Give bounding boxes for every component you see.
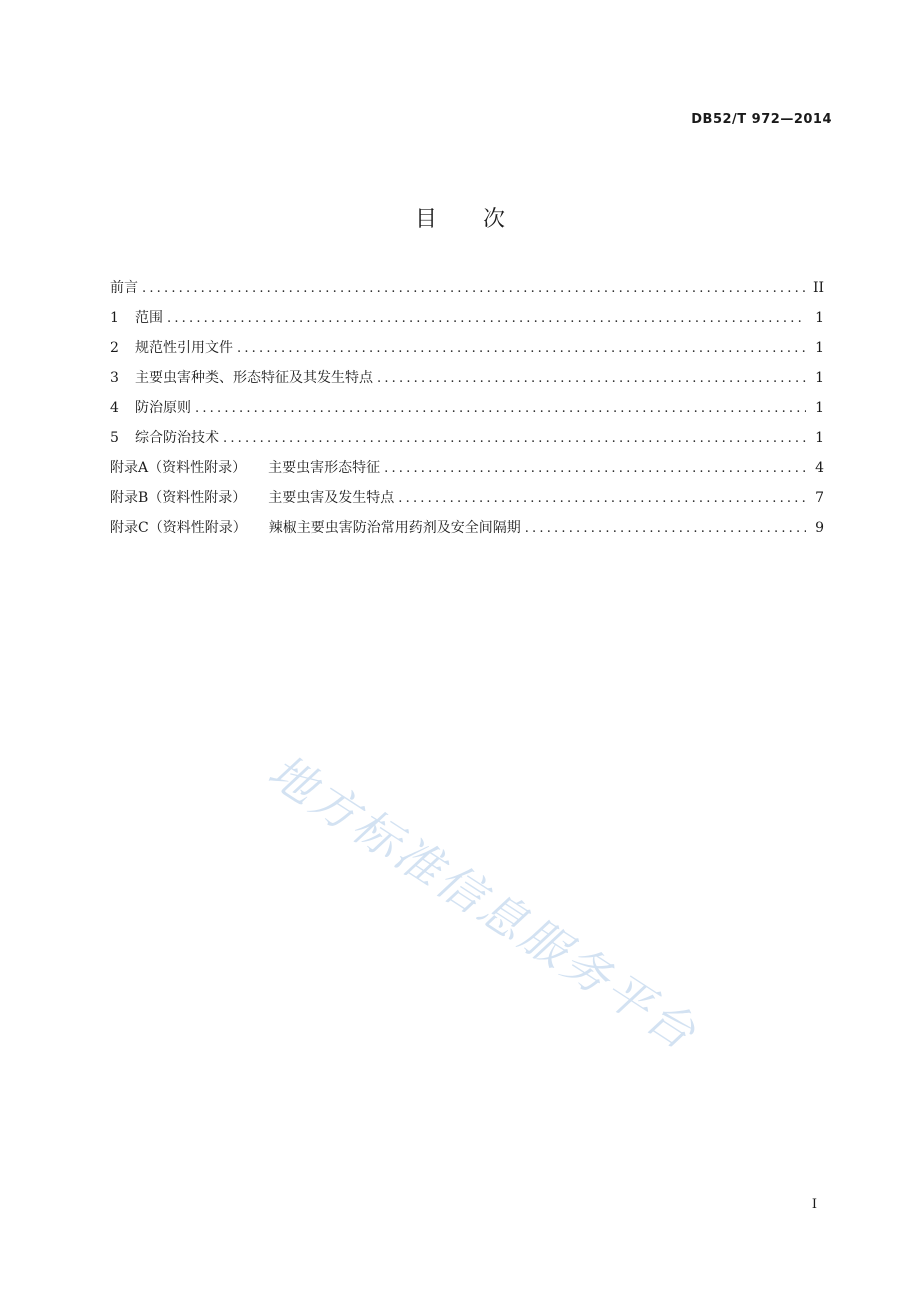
toc-entry-page: 7: [815, 490, 824, 506]
toc-entry-normative-references[interactable]: [110, 337, 824, 367]
toc-leader-dots: [377, 368, 806, 390]
toc-entry-label: [110, 457, 380, 479]
toc-entry-page: 1: [815, 370, 824, 386]
toc-entry-label: 前言: [110, 280, 138, 296]
page-number: I: [811, 1197, 817, 1212]
toc-entry-number: 4: [110, 400, 119, 416]
toc-appendix-title: 辣椒主要虫害防治常用药剂及安全间隔期: [268, 520, 521, 536]
toc-entry-scope[interactable]: [110, 307, 824, 337]
toc-leader-dots: [223, 428, 806, 450]
toc-leader-dots: [167, 308, 806, 330]
toc-entry-page: 1: [815, 430, 824, 446]
toc-entry-page: 9: [815, 520, 824, 536]
toc-leader-dots: [398, 488, 806, 510]
toc-entry-number: 3: [110, 370, 119, 386]
toc-entry-number: 2: [110, 340, 119, 356]
toc-entry-appendix-a[interactable]: [110, 457, 824, 487]
standard-code: DB52/T 972—2014: [691, 112, 832, 127]
toc-entry-control-principles[interactable]: [110, 397, 824, 427]
toc-entry-integrated-control[interactable]: [110, 427, 824, 457]
toc-appendix-title: 主要虫害形态特征: [268, 460, 381, 476]
toc-leader-dots: [237, 338, 806, 360]
toc-title-char-2: 次: [483, 207, 506, 232]
toc-entry-page: 1: [815, 400, 824, 416]
toc-entry-foreword[interactable]: [110, 277, 824, 307]
toc-leader-dots: [384, 458, 806, 480]
watermark: 地方标准信息服务平台: [258, 743, 708, 1062]
toc-entry-number: 5: [110, 430, 119, 446]
toc-entry-label: 防治原则: [135, 400, 191, 416]
toc-entry-page: 1: [815, 340, 824, 356]
toc-entry-appendix-c[interactable]: [110, 517, 824, 547]
toc-title: [0, 202, 920, 233]
toc-entry-appendix-b[interactable]: [110, 487, 824, 517]
toc-leader-dots: [195, 398, 806, 420]
toc-list: [110, 277, 824, 547]
toc-entry-label: [110, 487, 394, 509]
toc-entry-page: 1: [815, 310, 824, 326]
toc-entry-label: 主要虫害种类、形态特征及其发生特点: [135, 370, 373, 386]
toc-appendix-title: 主要虫害及发生特点: [268, 490, 395, 506]
toc-appendix-heading: 附录A（资料性附录）: [110, 460, 247, 476]
toc-entry-page: II: [812, 280, 824, 296]
toc-entry-label: 规范性引用文件: [135, 340, 233, 356]
toc-entry-label: 范围: [135, 310, 163, 326]
toc-entry-number: 1: [110, 310, 119, 326]
toc-leader-dots: [525, 518, 806, 540]
toc-entry-pest-types[interactable]: [110, 367, 824, 397]
toc-title-char-1: 目: [414, 207, 437, 232]
toc-appendix-heading: 附录C（资料性附录）: [110, 520, 247, 536]
toc-entry-label: 综合防治技术: [135, 430, 219, 446]
toc-leader-dots: [142, 278, 805, 300]
toc-appendix-heading: 附录B（资料性附录）: [110, 490, 247, 506]
toc-entry-page: 4: [815, 460, 824, 476]
toc-entry-label: [110, 517, 521, 539]
